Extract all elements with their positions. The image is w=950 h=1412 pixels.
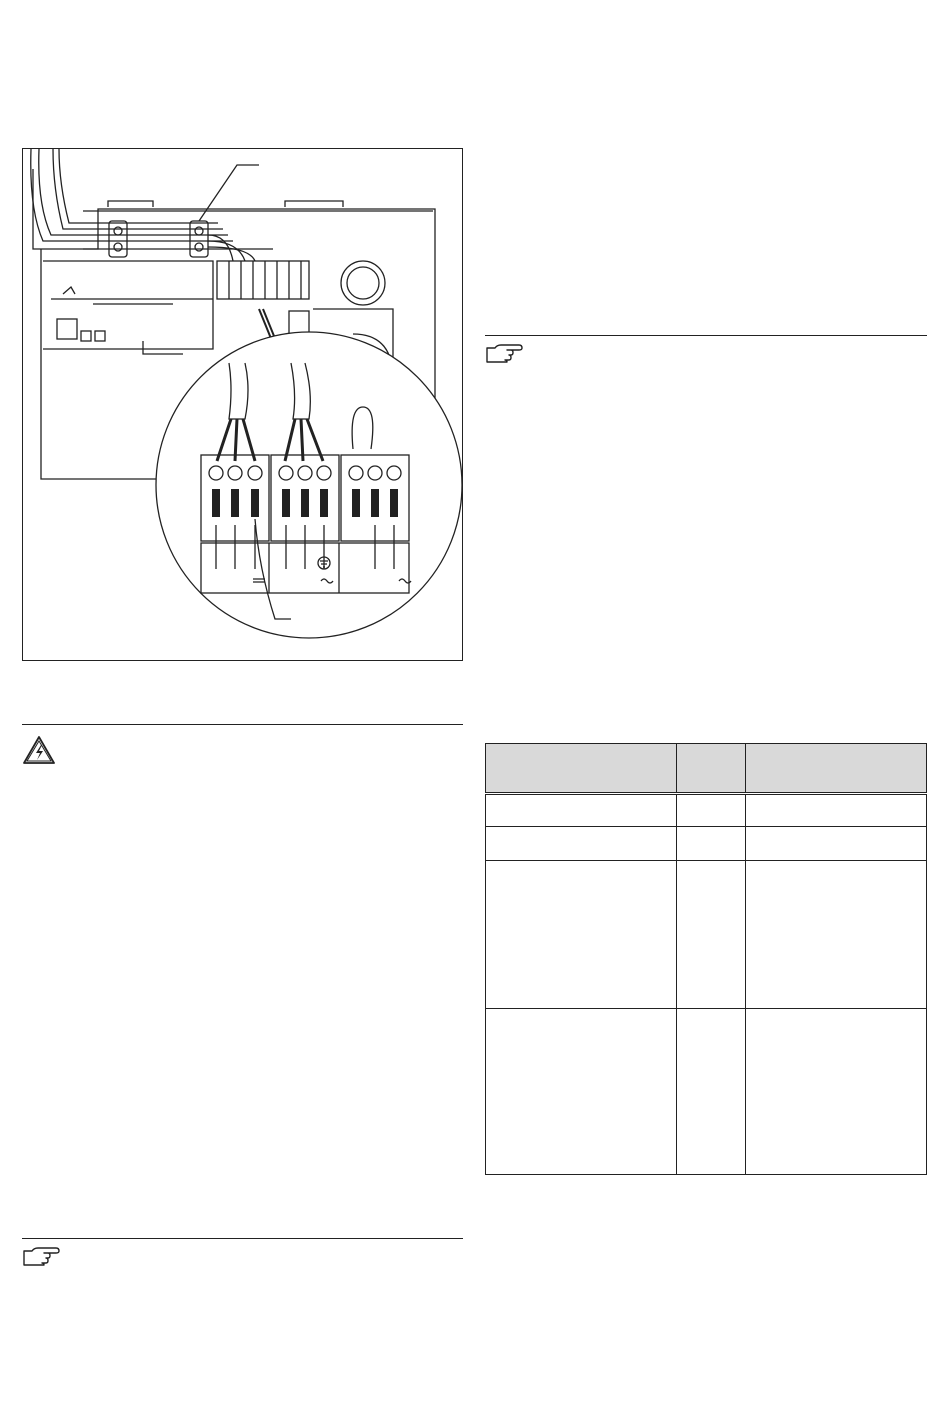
table-row [486, 795, 927, 827]
electrical-hazard-icon [22, 735, 56, 770]
table-cell [486, 1009, 677, 1175]
table-cell [677, 861, 745, 1009]
table-row [486, 1009, 927, 1175]
table-cell [486, 861, 677, 1009]
table-cell [486, 827, 677, 861]
table-cell [745, 795, 926, 827]
table-row [486, 861, 927, 1009]
table-header-row [486, 744, 927, 793]
table-cell [486, 795, 677, 827]
wiring-diagram-figure [22, 148, 463, 661]
note-rule-right [485, 335, 927, 336]
table-header-cell [745, 744, 926, 793]
table-cell [745, 861, 926, 1009]
specification-table [485, 743, 927, 1175]
pointing-hand-icon [22, 1245, 62, 1272]
table-cell [677, 827, 745, 861]
warning-rule [22, 724, 463, 725]
table-cell [745, 1009, 926, 1175]
note-rule-left [22, 1238, 463, 1239]
table-cell [677, 1009, 745, 1175]
table-header-cell [677, 744, 745, 793]
pointing-hand-icon [485, 342, 525, 369]
table-row [486, 827, 927, 861]
table-cell [745, 827, 926, 861]
table-cell [677, 795, 745, 827]
table-header-cell [486, 744, 677, 793]
wiring-diagram [23, 149, 464, 662]
